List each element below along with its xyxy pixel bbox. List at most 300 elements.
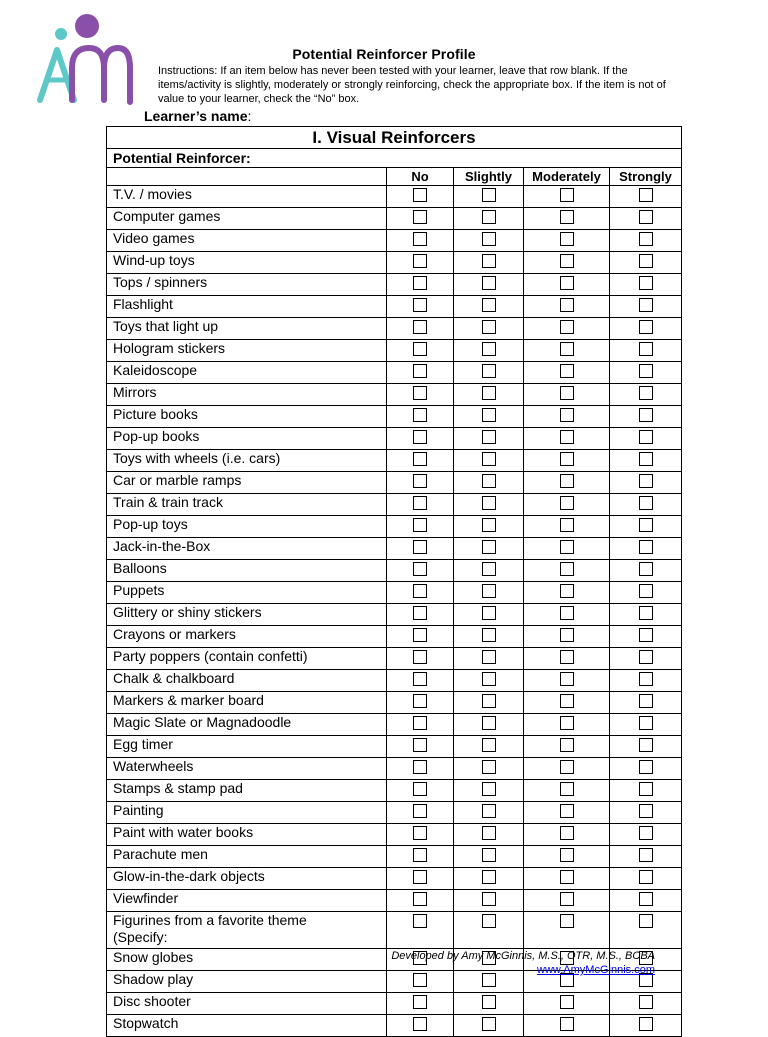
rating-cell-moderately <box>524 362 610 384</box>
checkbox-moderately[interactable] <box>560 672 574 686</box>
checkbox-moderately[interactable] <box>560 540 574 554</box>
reinforcer-item <box>107 692 387 714</box>
checkbox-strongly[interactable] <box>639 298 653 312</box>
reinforcer-item-label: Video games <box>113 230 195 246</box>
rating-cell-slightly <box>454 208 524 230</box>
reinforcer-item-label: Painting <box>113 802 164 818</box>
rating-cell-slightly <box>454 252 524 274</box>
rating-cell-strongly <box>610 626 682 648</box>
reinforcer-item <box>107 274 387 296</box>
rating-cell-no <box>387 274 454 296</box>
checkbox-slightly[interactable] <box>482 408 496 422</box>
reinforcer-item-label: Shadow play <box>113 971 194 987</box>
checkbox-slightly[interactable] <box>482 518 496 532</box>
rating-cell-no <box>387 714 454 736</box>
reinforcer-item <box>107 648 387 670</box>
table-row <box>107 340 682 362</box>
table-row <box>107 428 682 450</box>
rating-cell-no <box>387 582 454 604</box>
reinforcer-item-label: (Specify: <box>113 929 168 945</box>
checkbox-slightly[interactable] <box>482 606 496 620</box>
table-row <box>107 186 682 208</box>
checkbox-no[interactable] <box>413 760 427 774</box>
checkbox-no[interactable] <box>413 914 427 928</box>
checkbox-moderately[interactable] <box>560 408 574 422</box>
table-row <box>107 450 682 472</box>
reinforcer-item-label: Train & train track <box>113 494 223 510</box>
checkbox-moderately[interactable] <box>560 914 574 928</box>
checkbox-slightly[interactable] <box>482 298 496 312</box>
rating-cell-strongly <box>610 230 682 252</box>
reinforcer-item <box>107 362 387 384</box>
rating-cell-no <box>387 494 454 516</box>
checkbox-no[interactable] <box>413 518 427 532</box>
checkbox-no[interactable] <box>413 628 427 642</box>
checkbox-no[interactable] <box>413 804 427 818</box>
checkbox-moderately[interactable] <box>560 848 574 862</box>
rating-cell-no <box>387 384 454 406</box>
checkbox-strongly[interactable] <box>639 848 653 862</box>
checkbox-strongly[interactable] <box>639 364 653 378</box>
reinforcer-item-label: Toys that light up <box>113 318 219 334</box>
checkbox-strongly[interactable] <box>639 474 653 488</box>
checkbox-no[interactable] <box>413 716 427 730</box>
checkbox-strongly[interactable] <box>639 276 653 290</box>
rating-cell-no <box>387 780 454 802</box>
rating-cell-slightly <box>454 846 524 868</box>
checkbox-no[interactable] <box>413 298 427 312</box>
rating-cell-no <box>387 604 454 626</box>
checkbox-strongly[interactable] <box>639 672 653 686</box>
checkbox-strongly[interactable] <box>639 716 653 730</box>
rating-cell-moderately <box>524 780 610 802</box>
rating-cell-slightly <box>454 890 524 912</box>
reinforcer-item <box>107 516 387 538</box>
checkbox-no[interactable] <box>413 254 427 268</box>
rating-cell-slightly <box>454 362 524 384</box>
checkbox-moderately[interactable] <box>560 716 574 730</box>
checkbox-slightly[interactable] <box>482 914 496 928</box>
checkbox-slightly[interactable] <box>482 804 496 818</box>
reinforcer-item <box>107 736 387 758</box>
reinforcer-item <box>107 824 387 846</box>
checkbox-no[interactable] <box>413 232 427 246</box>
checkbox-no[interactable] <box>413 496 427 510</box>
reinforcer-item <box>107 714 387 736</box>
rating-cell-slightly <box>454 714 524 736</box>
checkbox-slightly[interactable] <box>482 232 496 246</box>
website-link[interactable]: www.AmyMcGinnis.com <box>537 964 655 976</box>
rating-cell-moderately <box>524 428 610 450</box>
rating-cell-strongly <box>610 252 682 274</box>
checkbox-no[interactable] <box>413 782 427 796</box>
reinforcer-item <box>107 384 387 406</box>
checkbox-no[interactable] <box>413 210 427 224</box>
checkbox-no[interactable] <box>413 188 427 202</box>
reinforcer-item-label: Disc shooter <box>113 993 191 1009</box>
checkbox-slightly[interactable] <box>482 760 496 774</box>
table-row <box>107 692 682 714</box>
rating-cell-slightly <box>454 296 524 318</box>
checkbox-moderately[interactable] <box>560 826 574 840</box>
table-row <box>107 582 682 604</box>
checkbox-moderately[interactable] <box>560 694 574 708</box>
blank-header-cell <box>107 168 387 186</box>
checkbox-strongly[interactable] <box>639 518 653 532</box>
checkbox-no[interactable] <box>413 1017 427 1031</box>
instructions-text: Instructions: If an item below has never been tested with your learner, leave that row blank. If the items/activity is slightly, moderately or strongly reinforcing, check the appropriate box. If the item is not of value to your learner, check the “No” box. <box>158 65 666 105</box>
checkbox-moderately[interactable] <box>560 562 574 576</box>
checkbox-moderately[interactable] <box>560 342 574 356</box>
rating-cell-no <box>387 912 454 949</box>
checkbox-slightly[interactable] <box>482 386 496 400</box>
checkbox-moderately[interactable] <box>560 232 574 246</box>
rating-cell-moderately <box>524 538 610 560</box>
rating-cell-slightly <box>454 692 524 714</box>
rating-cell-no <box>387 560 454 582</box>
reinforcer-item-label: Parachute men <box>113 846 208 862</box>
checkbox-moderately[interactable] <box>560 452 574 466</box>
reinforcer-item-label: Toys with wheels (i.e. cars) <box>113 450 281 466</box>
reinforcer-item-label: Viewfinder <box>113 890 179 906</box>
checkbox-no[interactable] <box>413 386 427 400</box>
checkbox-slightly[interactable] <box>482 188 496 202</box>
checkbox-slightly[interactable] <box>482 474 496 488</box>
rating-cell-no <box>387 868 454 890</box>
rating-cell-strongly <box>610 890 682 912</box>
rating-cell-no <box>387 993 454 1015</box>
rating-cell-slightly <box>454 428 524 450</box>
rating-cell-no <box>387 406 454 428</box>
reinforcer-item <box>107 758 387 780</box>
rating-cell-slightly <box>454 626 524 648</box>
checkbox-strongly[interactable] <box>639 254 653 268</box>
reinforcer-item <box>107 318 387 340</box>
checkbox-moderately[interactable] <box>560 738 574 752</box>
checkbox-strongly[interactable] <box>639 232 653 246</box>
section-title: I. Visual Reinforcers <box>107 127 682 149</box>
reinforcer-item-label: Balloons <box>113 560 167 576</box>
checkbox-moderately[interactable] <box>560 995 574 1009</box>
table-row <box>107 626 682 648</box>
checkbox-strongly[interactable] <box>639 628 653 642</box>
reinforcer-table <box>106 126 682 1037</box>
rating-cell-moderately <box>524 868 610 890</box>
rating-cell-moderately <box>524 626 610 648</box>
checkbox-no[interactable] <box>413 364 427 378</box>
checkbox-moderately[interactable] <box>560 430 574 444</box>
checkbox-strongly[interactable] <box>639 650 653 664</box>
checkbox-no[interactable] <box>413 826 427 840</box>
reinforcer-item <box>107 868 387 890</box>
checkbox-strongly[interactable] <box>639 408 653 422</box>
rating-cell-moderately <box>524 296 610 318</box>
checkbox-slightly[interactable] <box>482 342 496 356</box>
checkbox-slightly[interactable] <box>482 650 496 664</box>
checkbox-strongly[interactable] <box>639 342 653 356</box>
checkbox-moderately[interactable] <box>560 386 574 400</box>
rating-cell-moderately <box>524 494 610 516</box>
rating-cell-slightly <box>454 340 524 362</box>
rating-cell-strongly <box>610 648 682 670</box>
checkbox-no[interactable] <box>413 540 427 554</box>
checkbox-slightly[interactable] <box>482 782 496 796</box>
checkbox-no[interactable] <box>413 408 427 422</box>
checkbox-no[interactable] <box>413 738 427 752</box>
checkbox-slightly[interactable] <box>482 738 496 752</box>
checkbox-moderately[interactable] <box>560 364 574 378</box>
checkbox-moderately[interactable] <box>560 892 574 906</box>
rating-cell-no <box>387 736 454 758</box>
checkbox-slightly[interactable] <box>482 540 496 554</box>
checkbox-moderately[interactable] <box>560 628 574 642</box>
reinforcer-item <box>107 296 387 318</box>
reinforcer-item <box>107 450 387 472</box>
checkbox-slightly[interactable] <box>482 1017 496 1031</box>
rating-cell-no <box>387 758 454 780</box>
rating-cell-slightly <box>454 230 524 252</box>
table-row <box>107 993 682 1015</box>
checkbox-strongly[interactable] <box>639 584 653 598</box>
checkbox-slightly[interactable] <box>482 254 496 268</box>
checkbox-slightly[interactable] <box>482 973 496 987</box>
reinforcer-item <box>107 560 387 582</box>
checkbox-no[interactable] <box>413 452 427 466</box>
checkbox-strongly[interactable] <box>639 210 653 224</box>
checkbox-strongly[interactable] <box>639 804 653 818</box>
checkbox-slightly[interactable] <box>482 430 496 444</box>
reinforcer-item <box>107 582 387 604</box>
checkbox-strongly[interactable] <box>639 430 653 444</box>
checkbox-no[interactable] <box>413 694 427 708</box>
rating-cell-moderately <box>524 318 610 340</box>
rating-cell-moderately <box>524 230 610 252</box>
reinforcer-item <box>107 802 387 824</box>
checkbox-slightly[interactable] <box>482 892 496 906</box>
checkbox-strongly[interactable] <box>639 826 653 840</box>
checkbox-strongly[interactable] <box>639 914 653 928</box>
rating-cell-strongly <box>610 736 682 758</box>
checkbox-slightly[interactable] <box>482 320 496 334</box>
column-header-strongly: Strongly <box>610 168 682 186</box>
rating-cell-strongly <box>610 450 682 472</box>
checkbox-moderately[interactable] <box>560 804 574 818</box>
rating-cell-strongly <box>610 846 682 868</box>
rating-cell-moderately <box>524 208 610 230</box>
checkbox-strongly[interactable] <box>639 386 653 400</box>
reinforcer-item <box>107 604 387 626</box>
rating-cell-moderately <box>524 802 610 824</box>
rating-cell-slightly <box>454 912 524 949</box>
rating-cell-no <box>387 538 454 560</box>
checkbox-slightly[interactable] <box>482 870 496 884</box>
checkbox-no[interactable] <box>413 276 427 290</box>
checkbox-moderately[interactable] <box>560 254 574 268</box>
reinforcer-item <box>107 428 387 450</box>
checkbox-slightly[interactable] <box>482 584 496 598</box>
checkbox-moderately[interactable] <box>560 1017 574 1031</box>
rating-cell-no <box>387 428 454 450</box>
checkbox-moderately[interactable] <box>560 782 574 796</box>
rating-cell-moderately <box>524 846 610 868</box>
rating-cell-moderately <box>524 692 610 714</box>
reinforcer-item <box>107 252 387 274</box>
checkbox-no[interactable] <box>413 650 427 664</box>
checkbox-slightly[interactable] <box>482 562 496 576</box>
rating-cell-slightly <box>454 736 524 758</box>
checkbox-slightly[interactable] <box>482 210 496 224</box>
checkbox-strongly[interactable] <box>639 320 653 334</box>
rating-cell-no <box>387 296 454 318</box>
checkbox-no[interactable] <box>413 342 427 356</box>
checkbox-slightly[interactable] <box>482 276 496 290</box>
checkbox-no[interactable] <box>413 474 427 488</box>
checkbox-strongly[interactable] <box>639 188 653 202</box>
rating-cell-moderately <box>524 582 610 604</box>
reinforcer-item-label: Hologram stickers <box>113 340 226 356</box>
checkbox-strongly[interactable] <box>639 606 653 620</box>
checkbox-no[interactable] <box>413 584 427 598</box>
checkbox-slightly[interactable] <box>482 826 496 840</box>
checkbox-moderately[interactable] <box>560 606 574 620</box>
checkbox-no[interactable] <box>413 606 427 620</box>
rating-cell-strongly <box>610 362 682 384</box>
checkbox-no[interactable] <box>413 892 427 906</box>
reinforcer-item <box>107 208 387 230</box>
reinforcer-item <box>107 949 387 971</box>
checkbox-no[interactable] <box>413 870 427 884</box>
checkbox-strongly[interactable] <box>639 760 653 774</box>
rating-cell-slightly <box>454 993 524 1015</box>
table-row <box>107 318 682 340</box>
checkbox-slightly[interactable] <box>482 496 496 510</box>
checkbox-slightly[interactable] <box>482 995 496 1009</box>
rating-cell-moderately <box>524 824 610 846</box>
checkbox-moderately[interactable] <box>560 584 574 598</box>
checkbox-moderately[interactable] <box>560 276 574 290</box>
rating-cell-strongly <box>610 494 682 516</box>
table-row <box>107 802 682 824</box>
reinforcer-item-label: Markers & marker board <box>113 692 264 708</box>
rating-cell-slightly <box>454 802 524 824</box>
checkbox-strongly[interactable] <box>639 870 653 884</box>
rating-cell-moderately <box>524 912 610 949</box>
reinforcer-item <box>107 626 387 648</box>
checkbox-no[interactable] <box>413 973 427 987</box>
rating-cell-moderately <box>524 736 610 758</box>
reinforcer-item <box>107 780 387 802</box>
checkbox-no[interactable] <box>413 672 427 686</box>
checkbox-moderately[interactable] <box>560 650 574 664</box>
rating-cell-no <box>387 450 454 472</box>
checkbox-strongly[interactable] <box>639 694 653 708</box>
checkbox-moderately[interactable] <box>560 474 574 488</box>
reinforcer-item-label: Figurines from a favorite theme <box>113 912 307 928</box>
rating-cell-slightly <box>454 384 524 406</box>
checkbox-strongly[interactable] <box>639 738 653 752</box>
checkbox-slightly[interactable] <box>482 694 496 708</box>
learner-label-text: Learner’s name <box>144 108 248 124</box>
rating-cell-slightly <box>454 318 524 340</box>
reinforcer-item-label: Magic Slate or Magnadoodle <box>113 714 292 730</box>
reinforcer-item-label: Egg timer <box>113 736 173 752</box>
checkbox-moderately[interactable] <box>560 320 574 334</box>
checkbox-moderately[interactable] <box>560 870 574 884</box>
checkbox-slightly[interactable] <box>482 716 496 730</box>
checkbox-no[interactable] <box>413 430 427 444</box>
reinforcer-item-label: Crayons or markers <box>113 626 236 642</box>
checkbox-slightly[interactable] <box>482 628 496 642</box>
rating-cell-no <box>387 890 454 912</box>
table-row <box>107 648 682 670</box>
checkbox-moderately[interactable] <box>560 760 574 774</box>
checkbox-no[interactable] <box>413 995 427 1009</box>
table-row <box>107 824 682 846</box>
checkbox-strongly[interactable] <box>639 496 653 510</box>
checkbox-no[interactable] <box>413 848 427 862</box>
checkbox-strongly[interactable] <box>639 562 653 576</box>
table-row <box>107 714 682 736</box>
checkbox-slightly[interactable] <box>482 848 496 862</box>
checkbox-moderately[interactable] <box>560 496 574 510</box>
checkbox-no[interactable] <box>413 320 427 334</box>
checkbox-moderately[interactable] <box>560 298 574 312</box>
rating-cell-moderately <box>524 186 610 208</box>
checkbox-moderately[interactable] <box>560 188 574 202</box>
reinforcer-item-label: Tops / spinners <box>113 274 208 290</box>
rating-cell-slightly <box>454 472 524 494</box>
rating-cell-strongly <box>610 208 682 230</box>
reinforcer-item-label: Mirrors <box>113 384 157 400</box>
reinforcer-item-label: Snow globes <box>113 949 194 965</box>
rating-cell-moderately <box>524 252 610 274</box>
checkbox-moderately[interactable] <box>560 210 574 224</box>
rating-cell-slightly <box>454 560 524 582</box>
rating-cell-no <box>387 340 454 362</box>
column-header-slightly: Slightly <box>454 168 524 186</box>
rating-cell-moderately <box>524 384 610 406</box>
checkbox-slightly[interactable] <box>482 364 496 378</box>
table-row <box>107 384 682 406</box>
rating-cell-moderately <box>524 604 610 626</box>
checkbox-no[interactable] <box>413 562 427 576</box>
table-row <box>107 560 682 582</box>
rating-cell-strongly <box>610 670 682 692</box>
checkbox-slightly[interactable] <box>482 672 496 686</box>
rating-cell-no <box>387 362 454 384</box>
checkbox-moderately[interactable] <box>560 518 574 532</box>
reinforcer-item-label: Puppets <box>113 582 165 598</box>
checkbox-strongly[interactable] <box>639 540 653 554</box>
column-header-moderately: Moderately <box>524 168 610 186</box>
table-row <box>107 758 682 780</box>
checkbox-slightly[interactable] <box>482 452 496 466</box>
checkbox-strongly[interactable] <box>639 782 653 796</box>
rating-cell-strongly <box>610 428 682 450</box>
checkbox-strongly[interactable] <box>639 452 653 466</box>
rating-cell-strongly <box>610 824 682 846</box>
checkbox-strongly[interactable] <box>639 995 653 1009</box>
rating-cell-moderately <box>524 758 610 780</box>
rating-cell-strongly <box>610 802 682 824</box>
table-row <box>107 846 682 868</box>
rating-cell-no <box>387 802 454 824</box>
checkbox-strongly[interactable] <box>639 892 653 906</box>
potential-reinforcer-header: Potential Reinforcer: <box>107 149 682 168</box>
rating-cell-moderately <box>524 714 610 736</box>
rating-cell-slightly <box>454 758 524 780</box>
checkbox-strongly[interactable] <box>639 1017 653 1031</box>
